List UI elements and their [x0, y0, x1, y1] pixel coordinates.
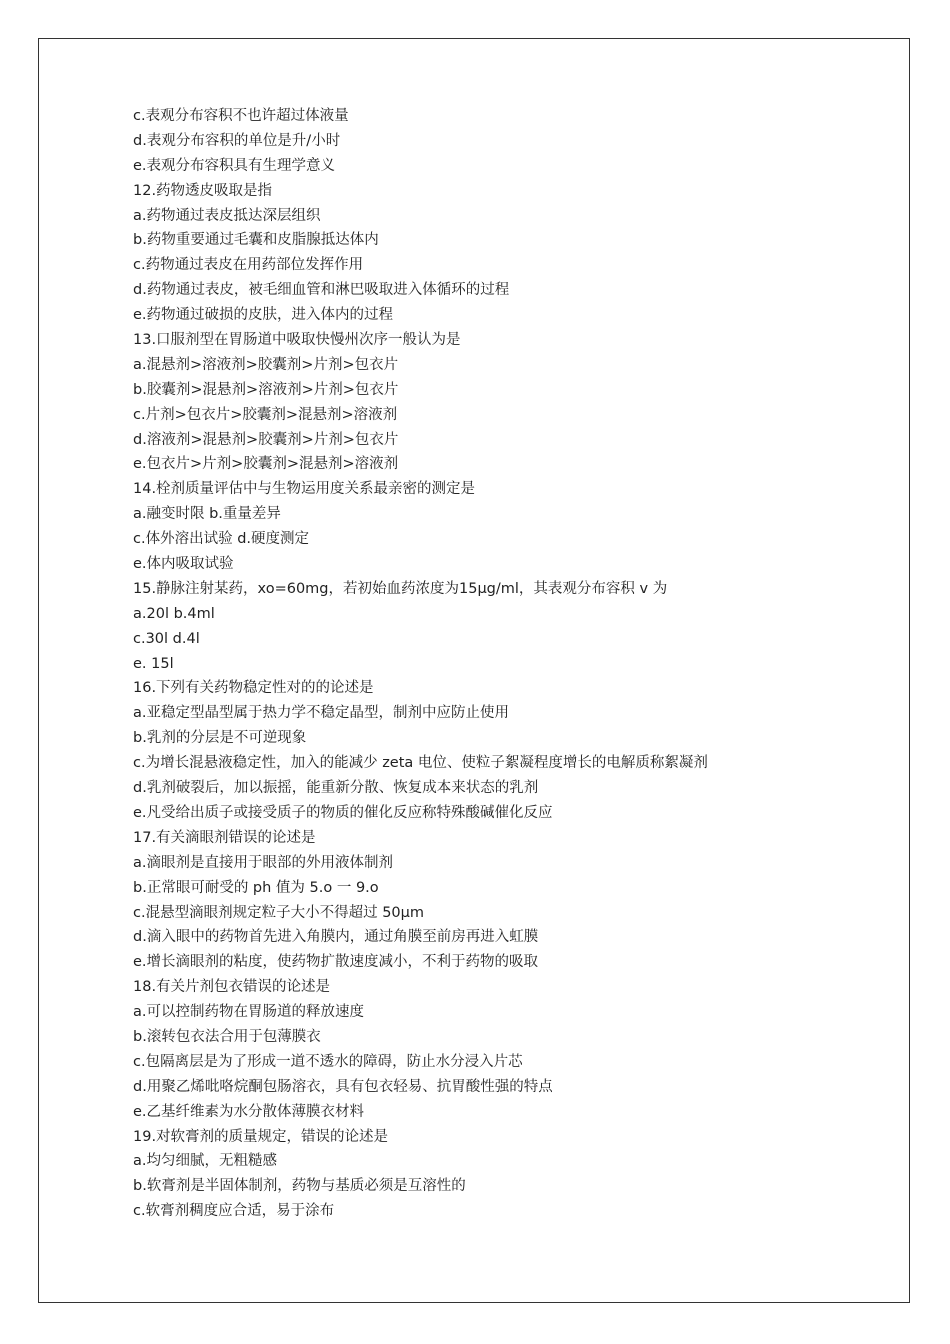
option-line: a.20l b.4ml [133, 605, 215, 622]
option-line: c.表观分布容积不也许超过体液量 [133, 108, 349, 124]
option-line: d.用聚乙烯吡咯烷酮包肠溶衣，具有包衣轻易、抗胃酸性强的特点 [133, 1078, 553, 1095]
option-line: a.混悬剂>溶液剂>胶囊剂>片剂>包衣片 [133, 356, 399, 373]
option-line: b.乳剂的分层是不可逆现象 [133, 730, 307, 747]
question-line: 14.栓剂质量评估中与生物运用度关系最亲密的测定是 [133, 481, 476, 498]
option-line: c.包隔离层是为了形成一道不透水的障碍，防止水分浸入片芯 [133, 1053, 523, 1070]
question-line: 12.药物透皮吸取是指 [133, 182, 273, 199]
option-line: d.溶液剂>混悬剂>胶囊剂>片剂>包衣片 [133, 431, 399, 448]
option-line: b.正常眼可耐受的 ph 值为 5.o 一 9.o [133, 879, 379, 896]
question-line: 18.有关片剂包衣错误的论述是 [133, 979, 331, 996]
option-line: c.混悬型滴眼剂规定粒子大小不得超过 50μm [133, 904, 424, 921]
option-line: d.滴入眼中的药物首先进入角膜内，通过角膜至前房再进入虹膜 [133, 929, 539, 946]
option-line: d.药物通过表皮，被毛细血管和淋巴吸取进入体循环的过程 [133, 282, 510, 299]
option-line: c.片剂>包衣片>胶囊剂>混悬剂>溶液剂 [133, 406, 398, 423]
option-line: b.胶囊剂>混悬剂>溶液剂>片剂>包衣片 [133, 381, 399, 398]
option-line: d.表观分布容积的单位是升/小时 [133, 132, 341, 149]
question-line: 19.对软膏剂的质量规定，错误的论述是 [133, 1128, 389, 1145]
document-body [133, 104, 853, 1224]
option-line: e.药物通过破损的皮肤，进入体内的过程 [133, 307, 394, 324]
option-line: b.软膏剂是半固体制剂，药物与基质必须是互溶性的 [133, 1178, 466, 1195]
option-line: e.表观分布容积具有生理学意义 [133, 157, 336, 174]
option-line: e. 15l [133, 655, 174, 672]
option-line: e.包衣片>片剂>胶囊剂>混悬剂>溶液剂 [133, 456, 399, 473]
question-line: 16.下列有关药物稳定性对的的论述是 [133, 680, 374, 697]
option-line: c.体外溶出试验 d.硬度测定 [133, 531, 310, 548]
option-line: e.凡受给出质子或接受质子的物质的催化反应称特殊酸碱催化反应 [133, 804, 553, 821]
option-line: a.均匀细腻，无粗糙感 [133, 1153, 277, 1170]
option-line: a.亚稳定型晶型属于热力学不稳定晶型，制剂中应防止使用 [133, 705, 509, 722]
option-line: c.30l d.4l [133, 630, 200, 647]
option-line: b.滚转包衣法合用于包薄膜衣 [133, 1028, 321, 1045]
option-line: b.药物重要通过毛囊和皮脂腺抵达体内 [133, 232, 379, 249]
option-line: c.药物通过表皮在用药部位发挥作用 [133, 257, 364, 274]
option-line: c.软膏剂稠度应合适，易于涂布 [133, 1203, 335, 1220]
option-line: e.增长滴眼剂的粘度，使药物扩散速度减小，不利于药物的吸取 [133, 954, 539, 971]
option-line: e.乙基纤维素为水分散体薄膜衣材料 [133, 1103, 365, 1120]
option-line: c.为增长混悬液稳定性，加入的能减少 zeta 电位、使粒子絮凝程度增长的电解质称絮凝剂 [133, 755, 708, 772]
option-line: a.滴眼剂是直接用于眼部的外用液体制剂 [133, 854, 393, 871]
question-line: 17.有关滴眼剂错误的论述是 [133, 829, 316, 846]
question-line: 15.静脉注射某药，xo=60mg，若初始血药浓度为15μg/ml，其表观分布容积 v 为 [133, 580, 668, 597]
question-line: 13.口服剂型在胃肠道中吸取快慢州次序一般认为是 [133, 332, 461, 349]
option-line: d.乳剂破裂后，加以振摇，能重新分散、恢复成本来状态的乳剂 [133, 780, 539, 797]
option-line: e.体内吸取试验 [133, 556, 234, 573]
option-line: a.融变时限 b.重量差异 [133, 506, 281, 523]
option-line: a.药物通过表皮抵达深层组织 [133, 207, 321, 224]
option-line: a.可以控制药物在胃肠道的释放速度 [133, 1004, 364, 1021]
